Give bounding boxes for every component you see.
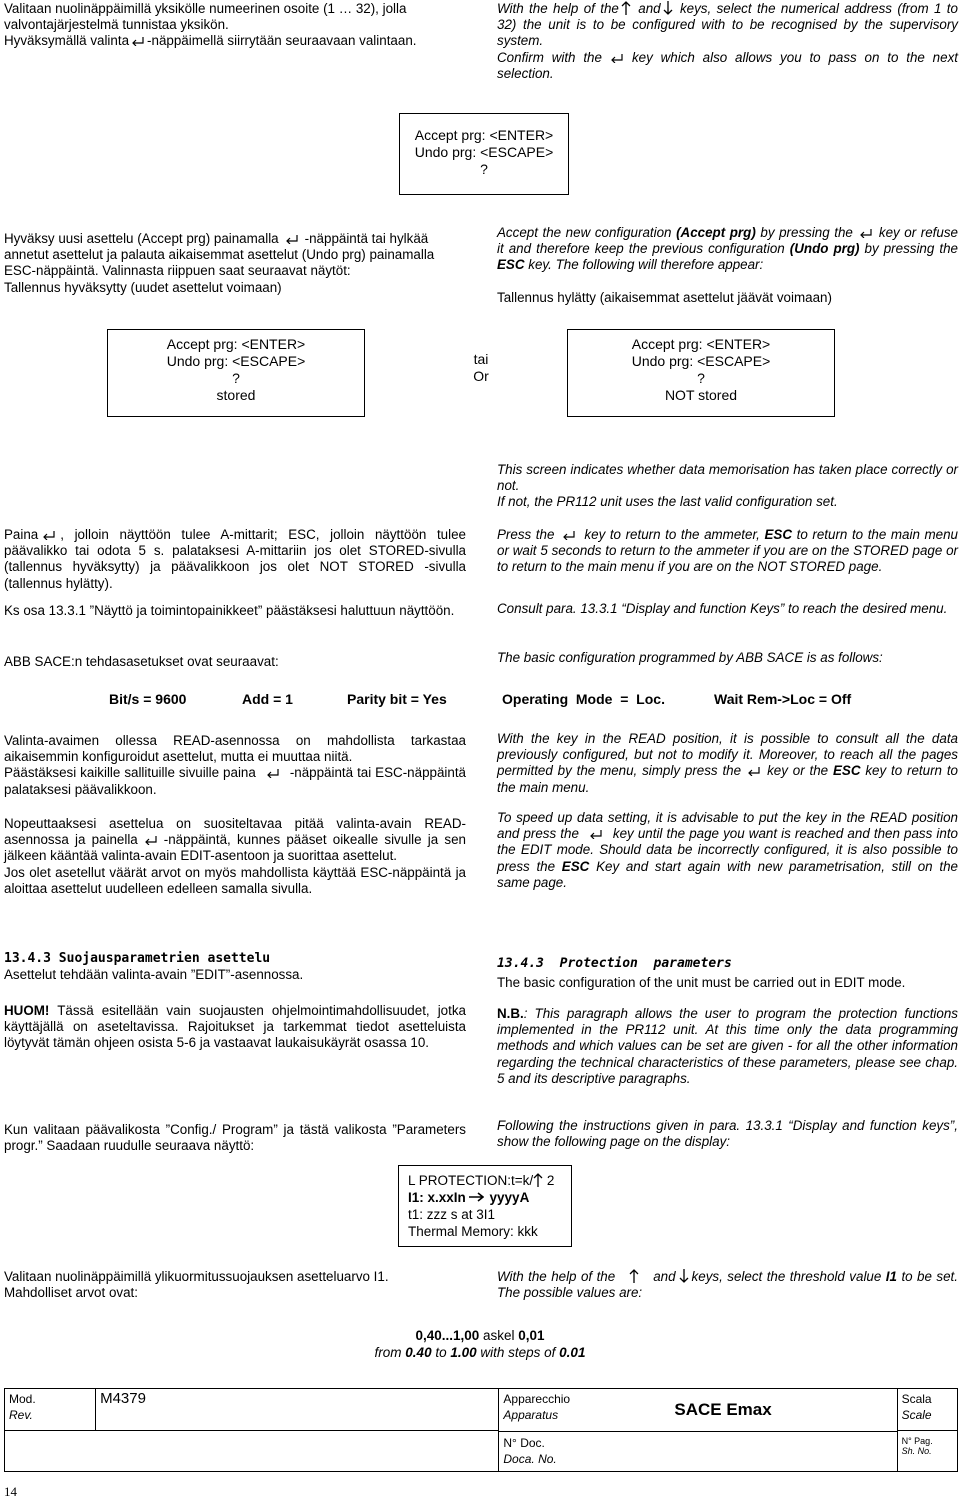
read-en bbox=[497, 731, 958, 796]
display4-line4: Thermal Memory: kkk bbox=[408, 1224, 538, 1239]
paina-fi-text2: , jolloin näyttöön tulee A-mittarit; ESC, jolloin näyttöön tulee päävalikko tai odota 5 s. palataksesi A-mittariin jos olet STORED-sivulla (tallennus hyväksytty) ja päävalikkoon jos olet NOT STORED -sivulla (tallennus hylätty). bbox=[4, 527, 466, 591]
accept-fi-text2: -näppäintä tai hylkää annetut asettelut ja palauta aikaisemmat asettelut (Undo prg) painamalla ESC-näppäintä. Valinnasta riippuen saat seuraavat näytöt: bbox=[4, 231, 435, 279]
enter-key-icon bbox=[610, 54, 624, 63]
enter-key-icon bbox=[131, 37, 145, 46]
down-arrow-icon bbox=[663, 1, 673, 15]
setting-wait: Wait Rem->Loc = Off bbox=[714, 691, 852, 707]
display3-line4: NOT stored bbox=[664, 387, 738, 403]
or-fi: tai bbox=[473, 351, 489, 367]
footer-shno: Sh. No. bbox=[901, 1446, 932, 1456]
values-block bbox=[330, 1328, 630, 1361]
display-not-stored bbox=[567, 329, 835, 417]
ks-fi-text: Ks osa 13.3.1 ”Näyttö ja toimintopainikkeet” päästäksesi haluttuun näyttöön. bbox=[4, 603, 455, 618]
huom-fi-text: Tässä esitellään vain suojausten ohjelmointimahdollisuudet, jotka käyttäjällä on aseteltavissa. Rajoitukset ja tarkemmat tiedot asetteluista löytyvät tämän ohjeen osista 5-6 ja vastaavat laukaisukäyrät osassa 10. bbox=[4, 1003, 466, 1051]
page-number: 14 bbox=[4, 1484, 17, 1499]
threshold-en bbox=[497, 1269, 958, 1301]
threshold-en-text1: With the help of the bbox=[497, 1269, 616, 1284]
footer-code: M4379 bbox=[100, 1390, 146, 1407]
up-arrow-icon bbox=[629, 1269, 639, 1283]
config-en bbox=[497, 1118, 958, 1150]
footer-docano: Doca. No. bbox=[503, 1452, 557, 1467]
footer-mod-cell bbox=[5, 1389, 96, 1431]
display4-line2b: yyyyA bbox=[485, 1190, 530, 1205]
enter-key-icon bbox=[859, 229, 873, 238]
values-en-steps: with steps of bbox=[476, 1344, 560, 1360]
footer-code-cell bbox=[96, 1389, 499, 1431]
footer-scale-cell bbox=[897, 1389, 957, 1431]
footer-app1: Apparecchio bbox=[503, 1392, 571, 1406]
huom-en-bold: N.B. bbox=[497, 1006, 524, 1021]
setting-bits: Bit/s = 9600 bbox=[109, 691, 187, 707]
speed-en-text3: Key and start again with new parametrisation, still on the same page. bbox=[497, 858, 958, 890]
display4-line1a: L PROTECTION:t=k/ bbox=[408, 1173, 534, 1188]
display2-line4: stored bbox=[216, 387, 256, 403]
paina-en bbox=[497, 527, 958, 576]
paina-en-text2: key to return to the ammeter, bbox=[584, 527, 760, 542]
paina-fi-text1: Paina bbox=[4, 527, 39, 542]
read-fi-text2b: -näppäintä tai ESC-näppäintä palataksesi päävalikkoon. bbox=[4, 765, 466, 797]
section-en-sub: The basic configuration of the unit must be carried out in EDIT mode. bbox=[497, 975, 906, 991]
ks-en bbox=[497, 601, 958, 617]
display1-line2: Undo prg: <ESCAPE> bbox=[414, 144, 554, 160]
speed-fi-text3: Jos olet asetellut väärät arvot on myös mahdollista käyttää ESC-näppäintä ja aloittaa asettelut uudelleen edelleen samalla sivulla. bbox=[4, 864, 466, 896]
speed-fi-text1: Nopeuttaaksesi asettelua on suositeltavaa pitää valinta-avain READ-asennossa ja painella bbox=[4, 816, 466, 848]
display2-line2: Undo prg: <ESCAPE> bbox=[166, 353, 306, 369]
intro-fi-line2: valvontajärjestelmä tunnistaa yksikön. bbox=[4, 17, 229, 33]
footer-scale: Scale bbox=[901, 1408, 932, 1423]
display3-line2: Undo prg: <ESCAPE> bbox=[631, 353, 771, 369]
read-en-text3: key to return to the main menu. bbox=[497, 763, 958, 795]
enter-key-icon bbox=[266, 769, 280, 778]
read-en-text1: With the key in the READ position, it is possible to consult all the data previously configured, but not to modify it. Moreover, to reach all the pages permitted by the menu, simply press the bbox=[497, 731, 958, 779]
huom-fi bbox=[4, 1003, 466, 1052]
accept-fi bbox=[4, 231, 466, 296]
section-en bbox=[497, 956, 958, 991]
display-stored bbox=[107, 329, 365, 417]
ks-fi bbox=[4, 603, 466, 619]
display4-line3: t1: zzz s at 3I1 bbox=[408, 1207, 496, 1222]
enter-key-icon bbox=[562, 531, 576, 540]
intro-fi-line1: Valitaan nuolinäppäimillä yksikölle numeerinen osoite (1 … 32), jolla bbox=[4, 1, 407, 16]
accept-en-bold2: (Undo prg) bbox=[789, 241, 860, 257]
config-fi-text: Kun valitaan päävalikosta ”Config./ Program” ja tästä valikosta ”Parameters progr.” Saadaan ruudulle seuraava näyttö: bbox=[4, 1122, 466, 1154]
huom-en-text: : This paragraph allows the user to program the protection functions implemented in the PR112 unit. At this time only the data programming methods and which values can be set are given - for all the other information regarding the technical characteristics of these parameters, please see chap. 5 and its descriptive paragraphs. bbox=[497, 1006, 958, 1086]
footer-product: SACE Emax bbox=[674, 1400, 772, 1419]
display1-line3: ? bbox=[480, 161, 488, 177]
footer-scala: Scala bbox=[901, 1392, 932, 1406]
values-fi-step-label: askel bbox=[479, 1328, 519, 1343]
intro-en-text2: keys, select the numerical address (from 1 to 32) the unit is to be configured with to be recognised by the supervisory system. bbox=[497, 1, 958, 49]
enter-key-icon bbox=[589, 830, 603, 839]
display1-line1: Accept prg: <ENTER> bbox=[414, 127, 554, 143]
memo-en-text1: This screen indicates whether data memorisation has taken place correctly or not. bbox=[497, 462, 958, 494]
values-en-max: 1.00 bbox=[450, 1344, 477, 1360]
speed-en bbox=[497, 810, 958, 891]
setting-add: Add = 1 bbox=[242, 691, 293, 707]
threshold-en-text3: to be set. The possible values are: bbox=[497, 1269, 958, 1301]
footer-rev: Rev. bbox=[9, 1408, 33, 1423]
speed-en-bold: ESC bbox=[561, 858, 590, 874]
huom-en bbox=[497, 1006, 958, 1087]
values-fi-step: 0,01 bbox=[518, 1328, 545, 1343]
footer-table bbox=[4, 1388, 958, 1472]
config-fi bbox=[4, 1122, 466, 1154]
values-en-from: from bbox=[374, 1344, 406, 1360]
footer-npag: N° Pag. bbox=[901, 1436, 933, 1446]
enter-key-icon bbox=[747, 767, 761, 776]
huom-fi-bold: HUOM! bbox=[4, 1003, 50, 1018]
threshold-fi-text: Valitaan nuolinäppäimillä ylikuormitussuojauksen asetteluarvo I1. Mahdolliset arvot ovat: bbox=[4, 1269, 389, 1301]
values-fi-range: 0,40...1,00 bbox=[415, 1328, 480, 1343]
values-en-step: 0.01 bbox=[559, 1344, 586, 1360]
display4-line2a: I1: x.xxIn bbox=[408, 1190, 466, 1205]
enter-key-icon bbox=[42, 531, 56, 540]
enter-key-icon bbox=[144, 836, 158, 845]
display2-line1: Accept prg: <ENTER> bbox=[166, 336, 306, 352]
intro-en-confirm1: Confirm with the bbox=[497, 49, 602, 65]
speed-en-text2: key until the page you want is reached and then pass into the EDIT mode. Should data be incorrectly configured, it is also possible to press the bbox=[497, 826, 958, 874]
footer-empty-cell bbox=[5, 1431, 499, 1472]
read-fi-text1: Valinta-avaimen ollessa READ-asennossa on mahdollista tarkastaa aikaisemmin konfiguroidut asettelut, mutta ei muuttaa niitä. bbox=[4, 733, 466, 765]
display3-line1: Accept prg: <ENTER> bbox=[631, 336, 771, 352]
paina-fi bbox=[4, 527, 466, 592]
config-en-text: Following the instructions given in para. 13.3.1 “Display and function keys”, show the following page on the display: bbox=[497, 1118, 958, 1150]
paina-en-bold: ESC bbox=[764, 527, 793, 542]
intro-fi-line3: Hyväksymällä valinta bbox=[4, 33, 130, 49]
section-fi-sub: Asettelut tehdään valinta-avain ”EDIT”-asennossa. bbox=[4, 967, 304, 983]
threshold-en-bold: I1 bbox=[885, 1269, 897, 1284]
ks-en-text: Consult para. 13.3.1 “Display and function Keys” to reach the desired menu. bbox=[497, 601, 948, 616]
memo-en-text2: If not, the PR112 unit uses the last valid configuration set. bbox=[497, 494, 838, 510]
speed-fi bbox=[4, 816, 466, 897]
up-arrow-icon bbox=[621, 1, 631, 15]
section-en-title: 13.4.3 Protection parameters bbox=[497, 956, 732, 971]
display-accept-prg bbox=[399, 113, 569, 195]
speed-en-text1: To speed up data setting, it is advisable to put the key in the READ position and press the bbox=[497, 810, 958, 842]
display2-line3: ? bbox=[232, 370, 240, 386]
footer-apparatus-cell bbox=[499, 1389, 897, 1472]
threshold-fi bbox=[4, 1269, 444, 1301]
up-arrow-icon bbox=[533, 1173, 543, 1187]
footer-app2: Apparatus bbox=[503, 1408, 559, 1423]
or-en: Or bbox=[473, 368, 489, 384]
read-fi bbox=[4, 733, 466, 798]
speed-fi-text2: -näppäintä, kunnes pääset oikealle sivulle ja sen jälkeen kääntää valinta-avain EDIT-asentoon ja suorittaa asettelut. bbox=[4, 832, 467, 864]
accept-en-text5: key. The following will therefore appear: bbox=[528, 257, 764, 273]
accept-en-bold3: ESC bbox=[497, 257, 525, 273]
read-en-bold: ESC bbox=[832, 763, 861, 779]
setting-parity: Parity bit = Yes bbox=[347, 691, 447, 707]
display-l-protection bbox=[398, 1165, 572, 1247]
footer-mod: Mod. bbox=[9, 1392, 36, 1406]
enter-key-icon bbox=[285, 235, 299, 244]
abb-fi-text: ABB SACE:n tehdasasetukset ovat seuraavat: bbox=[4, 654, 279, 669]
threshold-en-text2: keys, select the threshold value bbox=[691, 1269, 882, 1284]
accept-en-text4: by pressing the bbox=[864, 241, 958, 257]
intro-fi-line4: -näppäimellä siirrytään seuraavaan valintaan. bbox=[147, 33, 417, 49]
values-en-min: 0.40 bbox=[405, 1344, 432, 1360]
right-arrow-icon bbox=[468, 1189, 484, 1199]
paina-en-text1: Press the bbox=[497, 527, 555, 542]
accept-en bbox=[497, 225, 958, 306]
footer-ndoc: N° Doc. bbox=[503, 1436, 545, 1450]
paina-en-text3: to return to the main menu or wait 5 seconds to return to the ammeter if you are on the STORED page or to return to the main menu if you are on the NOT STORED page. bbox=[497, 527, 958, 575]
intro-fi bbox=[4, 1, 466, 50]
accept-en-text6: Tallennus hylätty (aikaisemmat asettelut jäävät voimaan) bbox=[497, 289, 832, 305]
or-label bbox=[466, 351, 496, 385]
accept-en-text3: key or refuse it and therefore keep the previous configuration bbox=[497, 225, 958, 257]
intro-en bbox=[497, 1, 958, 82]
section-fi-title: 13.4.3 Suojausparametrien asettelu bbox=[4, 951, 271, 966]
abb-en bbox=[497, 650, 958, 666]
intro-en-confirm2: key which also allows you to pass on to the next selection. bbox=[497, 49, 958, 81]
setting-mode: Operating Mode = Loc. bbox=[502, 691, 665, 707]
read-en-text2: key or the bbox=[767, 763, 829, 779]
display4-line1b: 2 bbox=[543, 1173, 555, 1188]
threshold-en-and: and bbox=[653, 1269, 676, 1284]
accept-en-bold1: (Accept prg) bbox=[676, 225, 756, 240]
accept-fi-text3: Tallennus hyväksytty (uudet asettelut voimaan) bbox=[4, 279, 282, 295]
down-arrow-icon bbox=[679, 1269, 689, 1283]
section-fi bbox=[4, 951, 466, 983]
read-fi-text2a: Päästäksesi kaikille sallituille sivuille paina bbox=[4, 765, 256, 781]
intro-en-text1: With the help of the bbox=[497, 1, 619, 16]
accept-fi-text1: Hyväksy uusi asettelu (Accept prg) painamalla bbox=[4, 231, 279, 246]
values-en-to: to bbox=[431, 1344, 451, 1360]
accept-en-text1: Accept the new configuration bbox=[497, 225, 672, 240]
abb-fi bbox=[4, 654, 466, 670]
abb-en-text: The basic configuration programmed by ABB SACE is as follows: bbox=[497, 650, 883, 665]
accept-en-text2: by pressing the bbox=[760, 225, 853, 240]
display3-line3: ? bbox=[697, 370, 705, 386]
memo-en bbox=[497, 462, 958, 511]
footer-page-cell bbox=[897, 1431, 957, 1472]
intro-en-and: and bbox=[638, 1, 661, 16]
